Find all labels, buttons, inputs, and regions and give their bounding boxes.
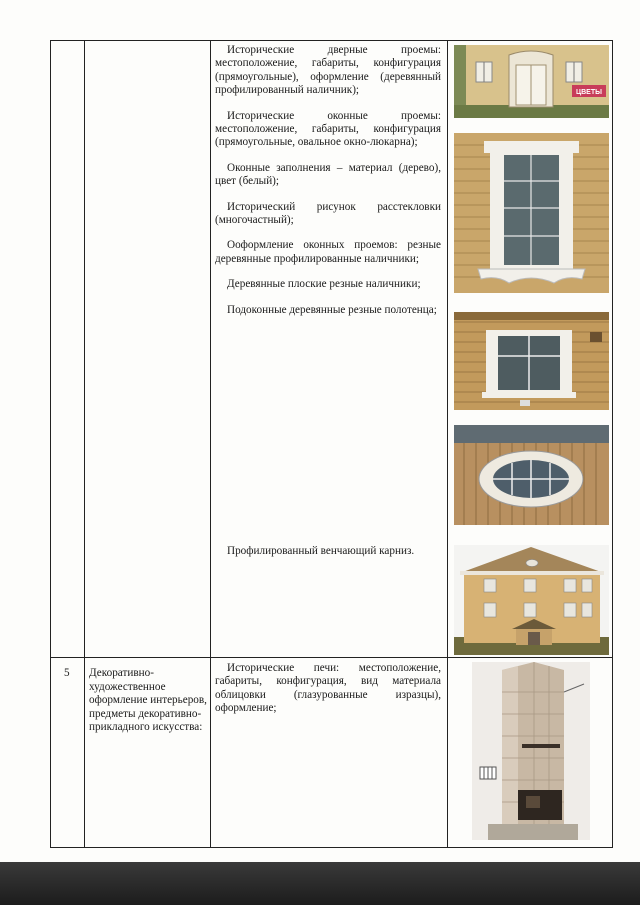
item-window-openings: Исторические оконные проемы: местоположение, габариты, конфигурация (прямоугольные, овальное окно-люкарна); xyxy=(215,109,441,149)
photo-tall-window xyxy=(454,133,609,293)
photo-house-cornice xyxy=(454,545,609,655)
table-right-border xyxy=(612,40,613,848)
photo-window-trim xyxy=(454,312,609,410)
photo-door xyxy=(454,45,609,118)
item-cornice: Профилированный венчающий карниз. xyxy=(227,545,415,557)
row-label: Декоративно-художественное оформление интерьеров, предметы декоративно-прикладного искусства: xyxy=(89,667,207,734)
item-door-openings: Исторические дверные проемы: местоположение, габариты, конфигурация (прямоугольные), оформление (деревянный профилированный наличник); xyxy=(215,44,441,97)
table-left-border xyxy=(50,40,51,848)
row1-items xyxy=(215,44,441,317)
table-top-border xyxy=(50,40,613,41)
heritage-table xyxy=(50,40,613,848)
row-separator xyxy=(50,657,613,658)
col-separator-2 xyxy=(210,40,211,848)
item-window-fillings: Оконные заполнения – материал (дерево), цвет (белый); xyxy=(215,161,441,188)
photo-oval-window xyxy=(454,425,609,525)
col-separator-3 xyxy=(447,40,448,848)
photo-stove xyxy=(472,662,590,840)
table-bottom-border xyxy=(50,847,613,848)
item-glazing-pattern: Исторический рисунок расстекловки (многочастный); xyxy=(215,200,441,227)
row-number: 5 xyxy=(64,667,70,679)
col-separator-1 xyxy=(84,40,85,848)
flower-shop-sign: ЦВЕТЫ xyxy=(576,89,602,96)
item-window-decoration: Ооформление оконных проемов: резные деревянные профилированные наличники; xyxy=(215,239,441,265)
item-sill-towels: Подоконные деревянные резные полотенца; xyxy=(227,303,437,316)
item-stoves: Исторические печи: местоположение, габариты, конфигурация, вид материала облицовки (глазурованные изразцы), оформление; xyxy=(215,662,441,715)
item-flat-trims: Деревянные плоские резные наличники; xyxy=(227,278,421,291)
scan-bottom-edge xyxy=(0,862,640,905)
